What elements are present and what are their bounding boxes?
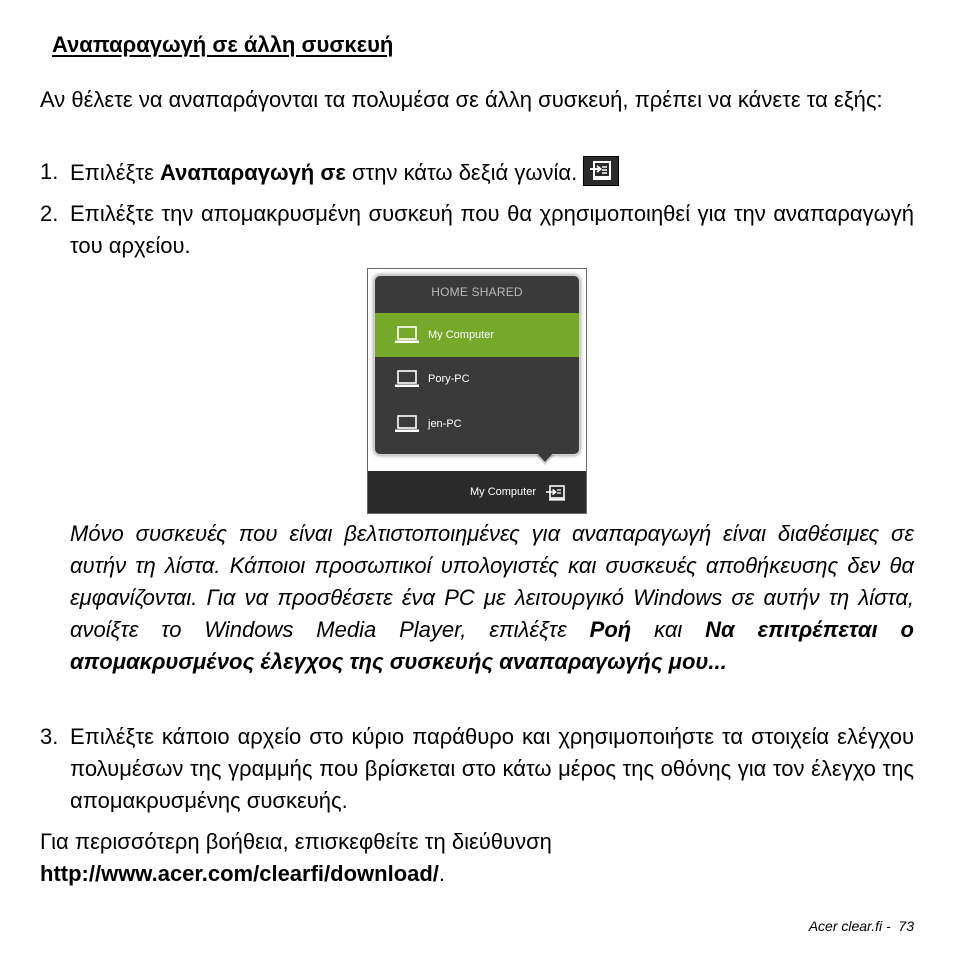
section-heading: Αναπαραγωγή σε άλλη συσκευή	[52, 32, 394, 57]
page-footer: Acer clear.fi - 73	[808, 918, 914, 934]
play-to-icon[interactable]	[546, 485, 566, 504]
allow-remote-control-label: Να επιτρέπεται ο απομακρυσμένος έλεγχος της συσκευής αναπαραγωγής μου...	[70, 617, 915, 674]
step-1	[40, 156, 914, 189]
step-text: Επιλέξτε Αναπαραγωγή σε στην κάτω δεξιά γωνία.	[70, 156, 914, 189]
laptop-icon	[395, 370, 419, 391]
device-item-jen-pc[interactable]	[375, 402, 579, 446]
play-to-screenshot	[367, 268, 587, 514]
note-paragraph: Μόνο συσκευές που είναι βελτιστοποιημένες για αναπαραγωγή είναι διαθέσιμες σε αυτήν τη λίστα. Κάποιοι προσωπικοί υπολογιστές και συσκευές αποθήκευσης δεν θα εμφανίζονται. Για να προσθέσετε ένα PC με λειτουργικό Windows σε αυτήν τη λίστα, ανοίξτε το Windows Media Player, επιλέξτε Ροή και Να επιτρέπεται ο απομακρυσμένος έλεγχος της συσκευής αναπαραγωγής μου...	[70, 521, 915, 674]
step-text: Επιλέξτε την απομακρυσμένη συσκευή που θα χρησιμοποιηθεί για την αναπαραγωγή του αρχείου.	[70, 201, 914, 258]
bottom-bar	[368, 471, 586, 513]
device-item-my-computer[interactable]	[375, 313, 579, 357]
device-label: My Computer	[428, 329, 495, 341]
play-to-icon	[583, 156, 619, 186]
device-item-pory-pc[interactable]	[375, 357, 579, 401]
play-to-label: Αναπαραγωγή σε	[160, 160, 346, 185]
step-number: 3.	[40, 724, 59, 749]
laptop-icon	[395, 415, 419, 436]
step-2	[40, 198, 914, 262]
step-3	[40, 721, 914, 817]
download-link[interactable]: http://www.acer.com/clearfi/download/	[40, 861, 439, 886]
stream-label: Ροή	[589, 617, 632, 642]
laptop-icon	[395, 326, 419, 347]
device-label: jen-PC	[428, 418, 462, 430]
popup-pointer-fill	[536, 452, 554, 462]
device-popup	[374, 275, 580, 455]
intro-paragraph: Αν θέλετε να αναπαράγονται τα πολυμέσα σε άλλη συσκευή, πρέπει να κάνετε τα εξής:	[40, 87, 883, 112]
device-label: Pory-PC	[428, 373, 470, 385]
step-number: 1.	[40, 159, 59, 184]
help-paragraph: Για περισσότερη βοήθεια, επισκεφθείτε τη διεύθυνση http://www.acer.com/clearfi/download/.	[40, 829, 552, 886]
step-text: Επιλέξτε κάποιο αρχείο στο κύριο παράθυρο και χρησιμοποιήστε τα στοιχεία ελέγχου πολυμέσων της γραμμής που βρίσκεται στο κάτω μέρος της οθόνης για τον έλεγχο της απομακρυσμένης συσκευής.	[70, 724, 914, 813]
step-number: 2.	[40, 201, 59, 226]
play-to-button-label[interactable]: My Computer	[469, 486, 536, 498]
popup-header: HOME SHARED	[431, 285, 523, 299]
